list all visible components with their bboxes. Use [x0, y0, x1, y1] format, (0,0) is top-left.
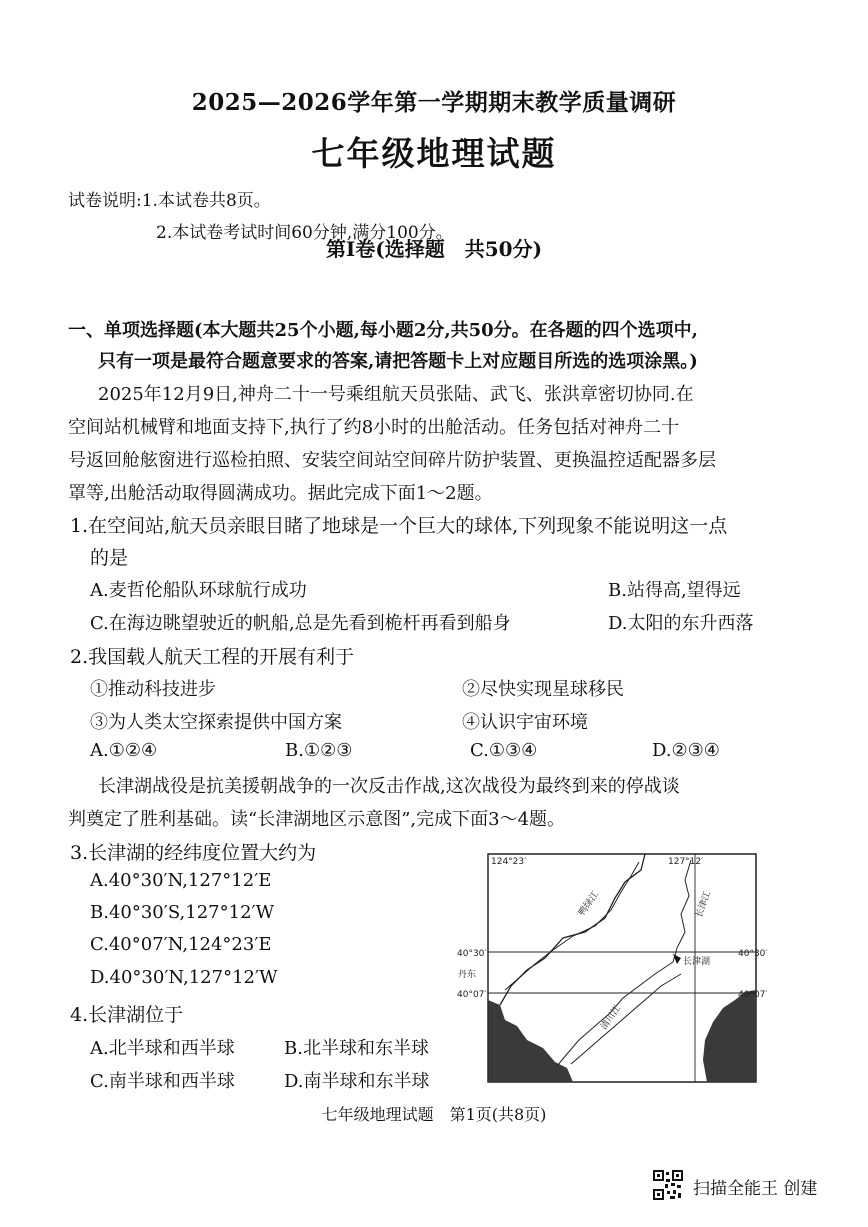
question-4-option-a: A.北半球和西半球	[90, 1038, 235, 1059]
question-1-stem-cont: 的是	[90, 547, 129, 569]
question-2-statement-2: ②尽快实现星球移民	[462, 679, 624, 700]
map-label-lat-lower-right: 40°07′	[738, 990, 767, 1000]
qr-code-icon	[653, 1170, 683, 1200]
passage2-line-2: 判奠定了胜利基础。读“长津湖地区示意图”,完成下面3～4题。	[68, 809, 566, 830]
question-2-option-c: C.①③④	[470, 740, 538, 761]
map-label-lon-left-top: 124°23′	[491, 857, 527, 867]
map-label-changjin-river: 长津江	[694, 890, 714, 920]
passage1-line-2: 空间站机械臂和地面支持下,执行了约8小时的出舱活动。任务包括对神舟二十	[68, 417, 680, 438]
instructions-line-2: 2.本试卷考试时间60分钟,满分100分。	[156, 223, 453, 243]
question-3-option-c: C.40°07′N,124°23′E	[90, 934, 272, 955]
question-1-option-b: B.站得高,望得远	[608, 580, 741, 601]
question-3-stem: 3.长津湖的经纬度位置大约为	[70, 842, 317, 864]
map-label-lat-upper-left: 40°30′	[457, 949, 487, 959]
map-label-qingchuan: 清川江	[599, 1003, 623, 1032]
question-3-option-a: A.40°30′N,127°12′E	[90, 870, 272, 891]
exam-header-title: 2025—2026学年第一学期期末教学质量调研	[191, 89, 677, 116]
question-3-option-d: D.40°30′N,127°12′W	[90, 967, 278, 988]
question-1-option-a: A.麦哲伦船队环球航行成功	[90, 580, 307, 601]
question-1-option-d: D.太阳的东升西落	[608, 613, 754, 634]
question-4-option-d: D.南半球和东半球	[284, 1071, 430, 1092]
map-label-lon-left-bottom: 124°23′	[490, 1086, 526, 1095]
map-label-lon-right-bottom: 127°12′	[671, 1086, 707, 1095]
exam-subject-title: 七年级地理试题	[311, 134, 557, 173]
map-label-lon-right-top: 127°12′	[668, 857, 704, 867]
map-label-lake: 长津湖	[683, 957, 711, 967]
passage2-line-1: 长津湖战役是抗美援朝战争的一次反击作战,这次战役为最终到来的停战谈	[98, 776, 680, 797]
question-2-stem: 2.我国载人航天工程的开展有利于	[70, 646, 355, 668]
part1-instruction-line-2: 只有一项是最符合题意要求的答案,请把答题卡上对应题目所选的选项涂黑。)	[98, 351, 698, 372]
passage1-line-1: 2025年12月9日,神舟二十一号乘组航天员张陆、武飞、张洪章密切协同.在	[98, 384, 694, 405]
question-4-option-c: C.南半球和西半球	[90, 1071, 235, 1092]
question-2-statement-4: ④认识宇宙环境	[462, 712, 588, 733]
part1-instruction-line-1: 一、单项选择题(本大题共25个小题,每小题2分,共50分。在各题的四个选项中,	[68, 320, 698, 341]
map-label-lat-lower-left: 40°07′	[457, 990, 487, 1000]
page-footer: 七年级地理试题 第1页(共8页)	[321, 1105, 547, 1124]
question-2-option-b: B.①②③	[285, 740, 353, 761]
passage1-line-4: 罩等,出舱活动取得圆满成功。据此完成下面1～2题。	[68, 483, 493, 504]
question-1-stem: 1.在空间站,航天员亲眼目睹了地球是一个巨大的球体,下列现象不能说明这一点	[70, 515, 728, 537]
question-2-statement-1: ①推动科技进步	[90, 679, 216, 700]
question-2-option-d: D.②③④	[652, 740, 720, 761]
question-2-statement-3: ③为人类太空探索提供中国方案	[90, 712, 342, 733]
question-3-option-b: B.40°30′S,127°12′W	[90, 902, 275, 923]
question-4-option-b: B.北半球和东半球	[284, 1038, 429, 1059]
question-2-option-a: A.①②④	[90, 740, 158, 761]
map-label-yalu: 鸭绿江	[577, 889, 601, 918]
passage1-line-3: 号返回舱舷窗进行巡检拍照、安装空间站空间碎片防护装置、更换温控适配器多层	[68, 450, 716, 471]
map-label-lat-upper-right: 40°30′	[738, 949, 767, 959]
changjin-lake-map	[455, 840, 767, 1095]
map-label-city: 丹东	[458, 970, 477, 980]
scanner-watermark-text: 扫描全能王 创建	[693, 1179, 818, 1199]
section-title: 第Ⅰ卷(选择题 共50分)	[325, 237, 543, 261]
instructions-line-1: 试卷说明:1.本试卷共8页。	[68, 191, 271, 211]
question-1-option-c: C.在海边眺望驶近的帆船,总是先看到桅杆再看到船身	[90, 613, 511, 634]
question-4-stem: 4.长津湖位于	[70, 1004, 184, 1026]
